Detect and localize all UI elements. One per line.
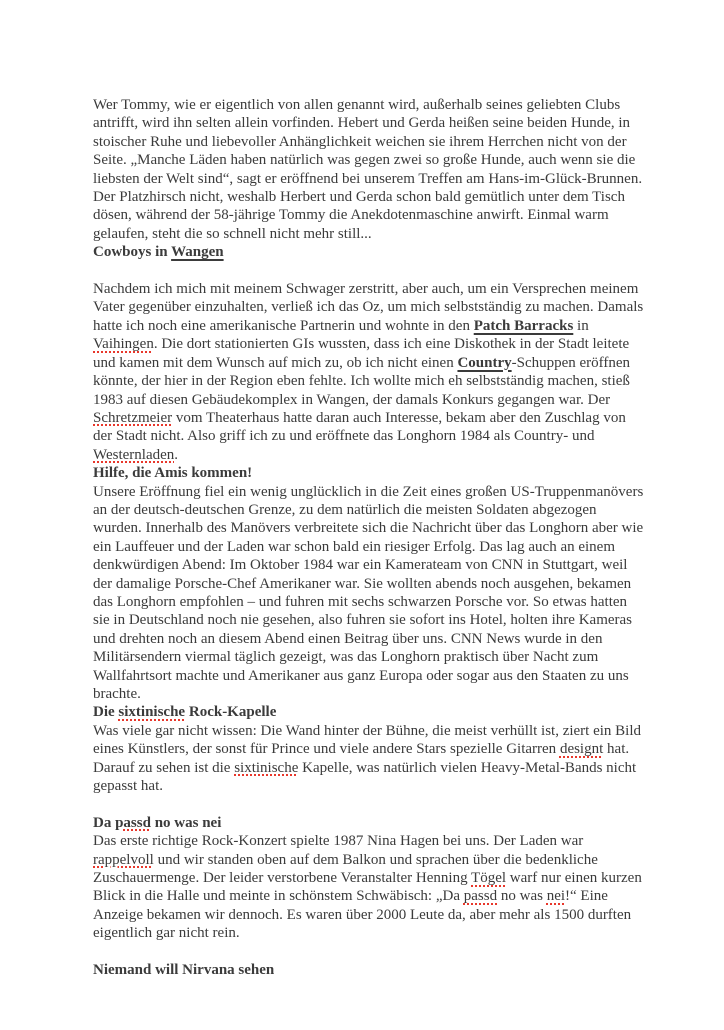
- bold-text: Cowboys in: [93, 244, 172, 261]
- bold-text: Niemand will Nirvana sehen: [93, 962, 275, 979]
- heading-da-passd-no-was-nei: [93, 814, 645, 832]
- text-run: Was viele gar nicht wissen: Die Wand hinter der Bühne, die meist verhüllt ist, ziert ein Bild eines Künstlers, der sonst für Prince und viele andere Stars spezielle Gitarren: [93, 722, 642, 758]
- underlined-text: Country: [457, 354, 512, 371]
- text-run: hat. Darauf zu sehen ist die: [93, 741, 630, 776]
- underlined-text: Wangen: [171, 244, 224, 261]
- bold-text: Da: [93, 814, 116, 831]
- heading-sixtinische-rock-kapelle: [93, 703, 645, 721]
- spellcheck-flagged-text: rappelvoll: [93, 851, 154, 868]
- spellcheck-flagged-text: designt: [559, 741, 604, 758]
- bold-text: Rock-Kapelle: [185, 704, 277, 721]
- spellcheck-flagged-text: sixtinische: [234, 759, 299, 776]
- blank-line-3: [93, 943, 645, 961]
- text-run: Unsere Eröffnung fiel ein wenig unglücklich in die Zeit eines großen US-Truppenmanövers an der deutsch-deutschen Grenze, zu dem natürlich die meisten Soldaten abgezogen wurden. Innerhalb des Manövers verbreitete sich die Nachricht über das Longhorn aber wie ein Lauffeuer und der Laden war schon bald ein riesiger Erfolg. Das lag auch an einem denkwürdigen Abend: Im Oktober 1984 war ein Kamerateam von CNN in Stuttgart, weil der damalige Porsche-Chef Amerikaner war. Sie wollten abends noch ausgehen, bekamen das Longhorn empfohlen – und fuhren mit sechs schwarzen Porsche vor. So etwas hatten sie in Deutschland noch nie gesehen, also fuhren sie sofort ins Hotel, holten ihre Kameras und drehten noch an diesem Abend einen Beitrag über uns. CNN News wurde in den Militärsendern viermal täglich gezeigt, was das Longhorn praktisch über Nacht zum Wallfahrtsort machte und Amerikaner aus ganz Europa oder sogar aus den Staaten zu uns brachte.: [93, 483, 644, 702]
- document-content: [93, 96, 645, 980]
- text-run: -Schuppen eröffnen könnte, der hier in der Region eben fehlte. Ich wollte mich eh selbstständig machen, stieß 1983 auf diesen Gebäudekomplex in Wangen, der damals Konkurs gegangen war. Der: [93, 354, 631, 408]
- bold-text: no was nei: [150, 814, 222, 831]
- text-run: und wir standen oben auf dem Balkon und sprachen über die bedenkliche Zuschauermenge. Der leider verstorbene Veranstalter Henning: [93, 851, 598, 887]
- paragraph-cowboys: [93, 280, 645, 464]
- text-run: .: [174, 446, 179, 463]
- spellcheck-flagged-text: passd: [115, 814, 151, 831]
- spellcheck-flagged-text: Tögel: [471, 870, 507, 887]
- text-run: !“ Eine Anzeige bekamen wir dennoch. Es waren über 2000 Leute da, aber mehr als 1500 durften eigentlich gar nicht rein.: [93, 888, 632, 942]
- text-run: Kapelle, was natürlich vielen Heavy-Metal-Bands nicht gepasst hat.: [93, 759, 637, 795]
- text-run: in: [573, 317, 589, 334]
- paragraph-nina-hagen: [93, 832, 645, 942]
- text-run: warf nur einen kurzen Blick in die Halle und meinte in schönstem Schwäbisch: „Da: [93, 870, 642, 905]
- spellcheck-flagged-text: nei: [546, 888, 566, 905]
- bold-text: Die: [93, 704, 119, 721]
- underlined-text: Patch Barracks: [473, 317, 574, 334]
- heading-cowboys-in-wangen: [93, 243, 645, 261]
- spellcheck-flagged-text: Westernladen: [93, 446, 175, 463]
- heading-hilfe-die-amis-kommen: [93, 464, 645, 482]
- paragraph-kapelle: [93, 722, 645, 796]
- bold-text: Hilfe, die Amis kommen!: [93, 465, 253, 482]
- spellcheck-flagged-text: passd: [463, 888, 498, 905]
- text-run: vom Theaterhaus hatte daran auch Interesse, bekam aber den Zuschlag von der Stadt nicht. Also griff ich zu und eröffnete das Longhorn 1984 als Country- und: [93, 409, 626, 445]
- text-run: Nachdem ich mich mit meinem Schwager zerstritt, aber auch, um ein Versprechen meinem Vater gegenüber einzuhalten, verließ ich das Oz, um mich selbstständig zu machen. Damals hatte ich noch eine amerikanische Partnerin und wohnte in den: [93, 281, 644, 334]
- spellcheck-flagged-text: Schretzmeier: [93, 409, 173, 426]
- spellcheck-flagged-text: Vaihingen: [93, 336, 154, 353]
- spellcheck-flagged-text: sixtinische: [118, 704, 186, 721]
- paragraph-intro: [93, 96, 645, 243]
- text-run: . Die dort stationierten GIs wussten, dass ich eine Diskothek in der Stadt leitete und kamen mit dem Wunsch auf mich zu, ob ich nicht einen: [93, 336, 630, 371]
- blank-line-2: [93, 795, 645, 813]
- text-run: Wer Tommy, wie er eigentlich von allen genannt wird, außerhalb seines geliebten Clubs antrifft, wird ihn selten allein vorfinden. Hebert und Gerda heißen seine beiden Hunde, in stoischer Ruhe und liebevoller Anhänglichkeit weichen sie ihrem Herrchen nicht von der Seite. „Manche Läden haben natürlich was gegen zwei so große Hunde, auch wenn sie die liebsten der Welt sind“, sagt er eröffnend bei unserem Treffen am Hans-im-Glück-Brunnen. Der Platzhirsch nicht, weshalb Herbert und Gerda schon bald gemütlich unter dem Tisch dösen, während der 58-jährige Tommy die Anekdotenmaschine anwirft. Einmal warm gelaufen, steht die so schnell nicht mehr still...: [93, 97, 643, 242]
- blank-line-1: [93, 262, 645, 280]
- heading-niemand-will-nirvana-sehen: [93, 961, 645, 979]
- text-run: no was: [497, 888, 547, 905]
- text-run: Das erste richtige Rock-Konzert spielte 1987 Nina Hagen bei uns. Der Laden war: [93, 833, 584, 850]
- paragraph-amis: [93, 483, 645, 704]
